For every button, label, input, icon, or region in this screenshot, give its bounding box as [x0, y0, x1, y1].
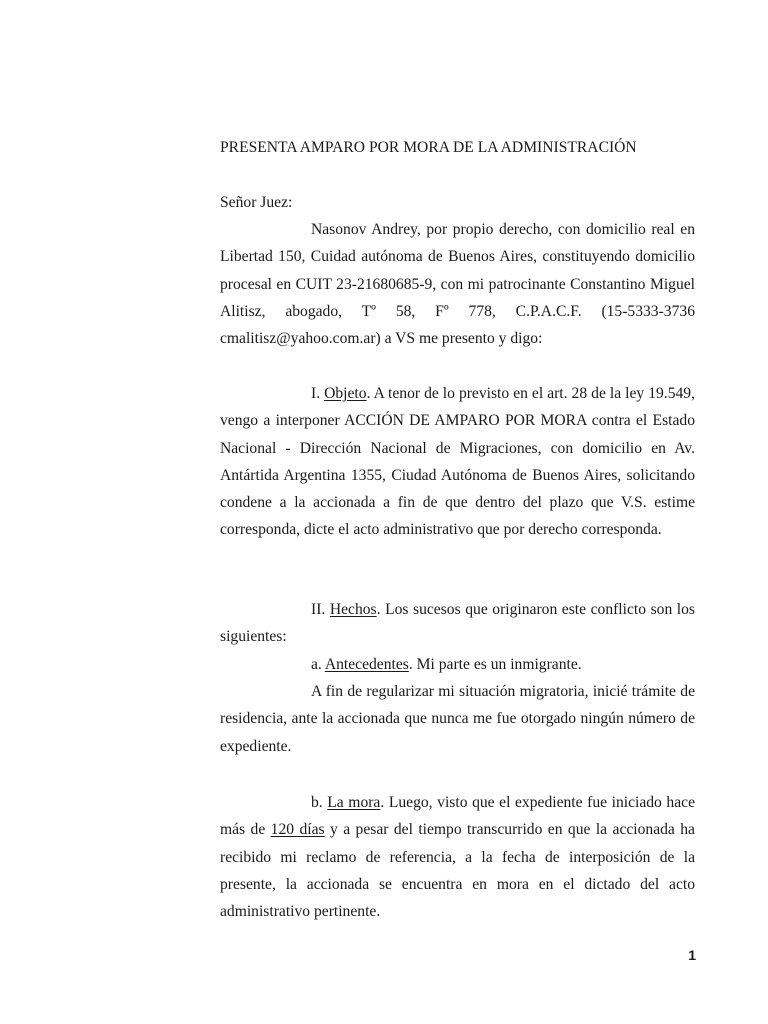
mora-section: [220, 789, 695, 925]
hechos-heading: Hechos: [329, 601, 377, 618]
antecedentes-prefix: a.: [311, 656, 325, 673]
antecedentes-section: [220, 651, 695, 678]
antecedentes-heading: Antecedentes: [324, 656, 409, 673]
hechos-prefix: II.: [311, 601, 330, 618]
objeto-paragraph: [220, 380, 695, 544]
intro-paragraph: [220, 216, 695, 352]
mora-heading: La mora: [327, 794, 381, 811]
hechos-section: [220, 596, 695, 651]
mora-highlight: 120 días: [270, 821, 325, 839]
mora-body-1: . Luego, visto que el expediente fue iniciado hace más de: [220, 794, 695, 839]
antecedentes-paragraph: [220, 651, 695, 678]
intro-text: Nasonov Andrey, por propio derecho, con domicilio real en Libertad 150, Cuidad autónoma de Buenos Aires, constituyendo domicilio procesal en CUIT 23-21680685-9, con mi patrocinante Constantino Miguel Alitisz, abogado, Tº 58, Fº 778, C.P.A.C.F. (15-5333-3736 cmalitisz@yahoo.com.ar) a VS me presento y digo:: [220, 221, 695, 348]
salutation: Señor Juez:: [220, 194, 293, 211]
objeto-section: [220, 380, 695, 544]
hechos-body: . Los sucesos que originaron este conflicto son los siguientes:: [220, 601, 695, 646]
hechos-paragraph: [220, 596, 695, 651]
objeto-prefix: I.: [311, 385, 325, 402]
mora-prefix: b.: [311, 794, 328, 811]
regularizar-section: [220, 678, 695, 760]
regularizar-paragraph: A fin de regularizar mi situación migratoria, inicié trámite de residencia, ante la accionada que nunca me fue otorgado ningún número de expediente.: [220, 683, 695, 755]
objeto-heading: Objeto: [324, 385, 367, 402]
mora-body-2: y a pesar del tiempo transcurrido en que la accionada ha recibido mi reclamo de referencia, a la fecha de interposición de la presente, la accionada se encuentra en mora en el dictado del acto administrativo pertinente.: [220, 821, 695, 921]
page-number: 1: [688, 947, 696, 963]
antecedentes-body: . Mi parte es un inmigrante.: [408, 656, 582, 673]
document-title: PRESENTA AMPARO POR MORA DE LA ADMINISTRACIÓN: [220, 139, 637, 156]
mora-paragraph: [220, 789, 695, 925]
objeto-body: . A tenor de lo previsto en el art. 28 de la ley 19.549, vengo a interponer ACCIÓN DE AMPARO POR MORA contra el Estado Nacional - Dirección Nacional de Migraciones, con domicilio en Av. Antártida Argentina 1355, Ciudad Autónoma de Buenos Aires, solicitando condene a la accionada a fin de que dentro del plazo que V.S. estime corresponda, dicte el acto administrativo que por derecho corresponda.: [220, 385, 695, 539]
